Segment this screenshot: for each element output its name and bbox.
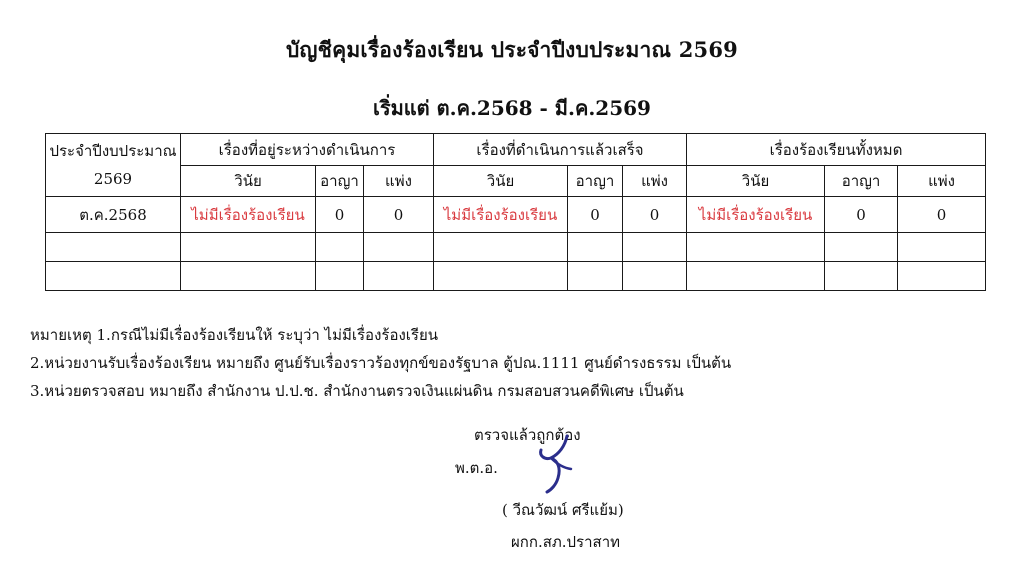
handwritten-signature bbox=[531, 434, 577, 494]
footnote-3: 3.หน่วยตรวจสอบ หมายถึง สำนักงาน ป.ป.ช. สำนักงานตรวจเงินแผ่นดิน กรมสอบสวนคดีพิเศษ เป็นต้น bbox=[30, 382, 684, 400]
empty-cell bbox=[687, 233, 825, 262]
period-cell bbox=[46, 262, 181, 291]
table-row bbox=[46, 262, 986, 291]
count-cell: 0 bbox=[825, 197, 898, 233]
period-cell bbox=[46, 233, 181, 262]
page-subtitle: เริ่มแต่ ต.ค.2568 - มี.ค.2569 bbox=[373, 96, 651, 120]
group-header-in-progress: เรื่องที่อยู่ระหว่างดำเนินการ bbox=[181, 134, 434, 166]
subheader-criminal-3: อาญา bbox=[825, 166, 898, 197]
no-complaint-cell: ไม่มีเรื่องร้องเรียน bbox=[434, 197, 568, 233]
empty-cell bbox=[434, 233, 568, 262]
empty-cell bbox=[316, 262, 364, 291]
verified-text: ตรวจแล้วถูกต้อง bbox=[474, 426, 581, 444]
empty-cell bbox=[898, 262, 986, 291]
signer-name: ( วีณวัฒน์ ศรีแย้ม) bbox=[502, 501, 624, 519]
empty-cell bbox=[434, 262, 568, 291]
count-cell: 0 bbox=[623, 197, 687, 233]
empty-cell bbox=[568, 262, 623, 291]
no-complaint-cell: ไม่มีเรื่องร้องเรียน bbox=[181, 197, 316, 233]
fiscal-year-label: ประจำปีงบประมาณ bbox=[49, 141, 177, 160]
signer-rank: พ.ต.อ. bbox=[455, 459, 498, 477]
period-cell: ต.ค.2568 bbox=[46, 197, 181, 233]
subheader-discipline-2: วินัย bbox=[434, 166, 568, 197]
empty-cell bbox=[825, 233, 898, 262]
subheader-discipline-1: วินัย bbox=[181, 166, 316, 197]
page-title: บัญชีคุมเรื่องร้องเรียน ประจำปีงบประมาณ 2569 bbox=[286, 37, 738, 62]
empty-cell bbox=[364, 262, 434, 291]
count-cell: 0 bbox=[568, 197, 623, 233]
empty-cell bbox=[181, 233, 316, 262]
signer-position: ผกก.สภ.ปราสาท bbox=[511, 533, 620, 551]
no-complaint-cell: ไม่มีเรื่องร้องเรียน bbox=[687, 197, 825, 233]
empty-cell bbox=[568, 233, 623, 262]
subheader-civil-2: แพ่ง bbox=[623, 166, 687, 197]
fiscal-year-value: 2569 bbox=[93, 170, 133, 188]
empty-cell bbox=[316, 233, 364, 262]
subheader-civil-3: แพ่ง bbox=[898, 166, 986, 197]
subheader-civil-1: แพ่ง bbox=[364, 166, 434, 197]
subheader-discipline-3: วินัย bbox=[687, 166, 825, 197]
count-cell: 0 bbox=[316, 197, 364, 233]
footnote-2: 2.หน่วยงานรับเรื่องร้องเรียน หมายถึง ศูนย์รับเรื่องราวร้องทุกข์ของรัฐบาล ตู้ปณ.1111 ศูนย์ดำรงธรรม เป็นต้น bbox=[30, 354, 732, 372]
table-row bbox=[46, 197, 986, 233]
footnote-1: หมายเหตุ 1.กรณีไม่มีเรื่องร้องเรียนให้ ระบุว่า ไม่มีเรื่องร้องเรียน bbox=[30, 326, 439, 344]
empty-cell bbox=[364, 233, 434, 262]
complaint-control-table bbox=[45, 133, 986, 291]
footnotes bbox=[30, 328, 731, 412]
count-cell: 0 bbox=[364, 197, 434, 233]
group-header-completed: เรื่องที่ดำเนินการแล้วเสร็จ bbox=[434, 134, 687, 166]
subheader-criminal-2: อาญา bbox=[568, 166, 623, 197]
table-row bbox=[46, 233, 986, 262]
empty-cell bbox=[825, 262, 898, 291]
empty-cell bbox=[687, 262, 825, 291]
count-cell: 0 bbox=[898, 197, 986, 233]
subheader-criminal-1: อาญา bbox=[316, 166, 364, 197]
empty-cell bbox=[181, 262, 316, 291]
empty-cell bbox=[898, 233, 986, 262]
empty-cell bbox=[623, 262, 687, 291]
group-header-total: เรื่องร้องเรียนทั้งหมด bbox=[687, 134, 986, 166]
fiscal-year-header-cell bbox=[46, 134, 181, 197]
empty-cell bbox=[623, 233, 687, 262]
